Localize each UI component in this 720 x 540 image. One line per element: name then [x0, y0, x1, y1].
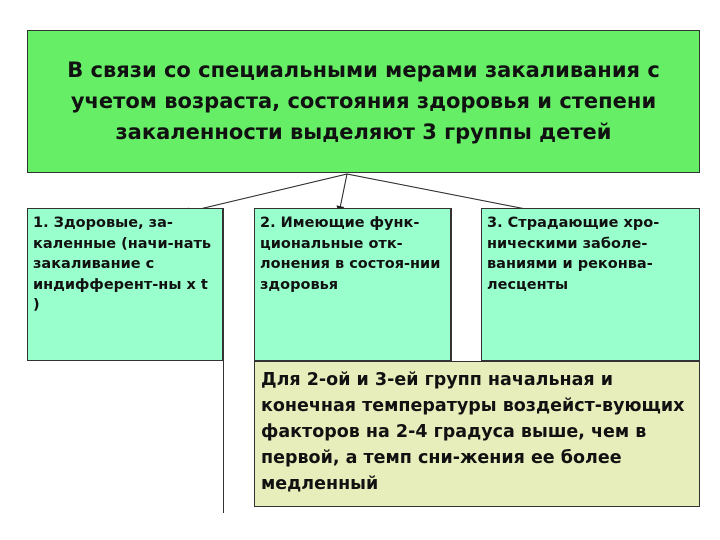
divider-line-3 [451, 208, 452, 361]
group-2-box [254, 208, 451, 361]
group-2-text: 2. Имеющие функ-циональные отк-лонения в состоя-нии здоровья [260, 215, 441, 293]
group-3-box [481, 208, 700, 361]
group-1-box [27, 208, 223, 361]
header-text: В связи со специальными мерами закаливания с учетом возраста, состояния здоровья и степени закаленности выделяют 3 группы детей [67, 58, 660, 144]
group-1-text: 1. Здоровые, за-каленные (начи-нать закаливание с индифферент-ны х t ) [33, 215, 212, 313]
note-text: Для 2-ой и 3-ей групп начальная и конечная температуры воздейст-вующих факторов на 2-4 градуса выше, чем в первой, а темп сни-жения ее более медленный [261, 370, 685, 494]
group-3-text: 3. Страдающие хро-ническими заболе-ваниями и реконва-лесценты [487, 215, 660, 293]
divider-line-1 [223, 208, 224, 513]
note-box [254, 361, 700, 507]
